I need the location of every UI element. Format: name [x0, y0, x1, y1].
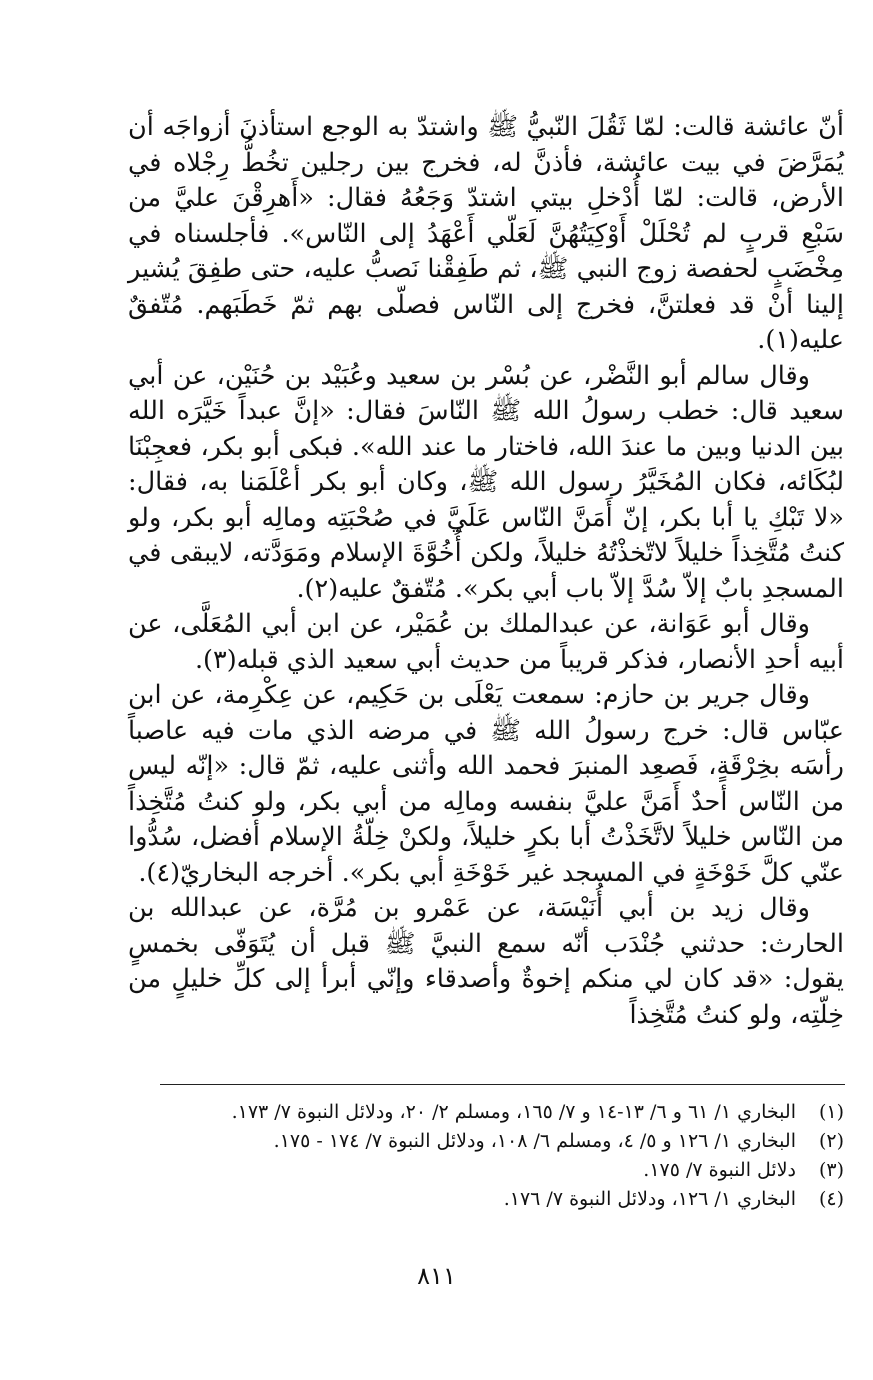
paragraph-4: وقال جرير بن حازم: سمعت يَعْلَى بن حَكِيم، عن عِكْرِمة، عن ابن عبّاس قال: خرج رسولُ الله ﷺ في مرضه الذي مات فيه عاصباً رأسَه بخِرْقَةٍ، فَصعِد المنبرَ فحمد الله وأثنى عليه، ثمّ قال: «إنّه ليس من النّاس أحدٌ أَمَنَّ عليَّ بنفسه ومالِه من أبي بكر، ولو كنتُ مُتَّخِذاً من النّاس خليلاً لاتَّخَذْتُ أبا بكرٍ خليلاً، ولكنْ خِلّةُ الإسلام أفضل، سُدُّوا عنّي كلَّ خَوْخَةٍ في المسجد غير خَوْخَةِ أبي بكر». أخرجه البخاريّ(٤). — [128, 680, 844, 888]
footnote-divider — [160, 1084, 845, 1085]
paragraph-2: وقال سالم أبو النَّضْر، عن بُسْر بن سعيد وعُبَيْد بن حُنَيْن، عن أبي سعيد قال: خطب رسولُ الله ﷺ النّاسَ فقال: «إنَّ عبداً خَيَّرَه الله بين الدنيا وبين ما عندَ الله، فاختار ما عند الله». فبكى أبو بكر، فعجِبْنَا لبُكَائه، فكان المُخَيَّرُ رسول الله ﷺ، وكان أبو بكر أعْلَمَنا به، فقال: «لا تَبْكِ يا أبا بكر، إنّ أَمَنَّ النّاس عَلَيَّ في صُحْبَتِه ومالِه أبو بكر، ولو كنتُ مُتَّخِذاً خليلاً لاتّخذْتُهُ خليلاً، ولكن أُخُوَّةَ الإسلام ومَوَدَّته، لايبقى في المسجدِ بابٌ إلاّ سُدَّ إلاّ باب أبي بكر». مُتّفقٌ عليه(٢). — [128, 360, 844, 604]
footnote-number: (٤) — [818, 1188, 844, 1210]
page-number: ٨١١ — [417, 1262, 456, 1290]
footnote-text: البخاري ١/ ٦١ و ٦/ ١٣-١٤ و ٧/ ١٦٥، ومسلم ٢/ ٢٠، ودلائل النبوة ٧/ ١٧٣. — [231, 1101, 796, 1123]
footnote-number: (١) — [818, 1101, 844, 1123]
footnote-1 — [128, 1098, 844, 1127]
footnote-4 — [128, 1185, 844, 1214]
footnote-number: (٢) — [818, 1130, 844, 1152]
footnote-text: البخاري ١/ ١٢٦ و ٥/ ٤، ومسلم ٦/ ١٠٨، ودلائل النبوة ٧/ ١٧٤ - ١٧٥. — [273, 1130, 796, 1152]
paragraph-5: وقال زيد بن أبي أُنَيْسَة، عن عَمْرو بن مُرَّة، عن عبدالله بن الحارث: حدثني جُنْدَب أنّه سمع النبيَّ ﷺ قبل أن يُتَوَفّى بخمسٍ يقول: «قد كان لي منكم إخوةٌ وأصدقاء وإنّي أبرأ إلى كلِّ خليلٍ من خِلّتِه، ولو كنتُ مُتَّخِذاً — [128, 893, 844, 1030]
footnote-3 — [128, 1156, 844, 1185]
footnote-number: (٣) — [818, 1159, 844, 1181]
main-text-block — [128, 110, 844, 1033]
paragraph-1: أنّ عائشة قالت: لمّا ثَقُلَ النّبيُّ ﷺ واشتدّ به الوجع استأذنَ أزواجَه أن يُمَرَّضَ في بيت عائشة، فأذنَّ له، فخرج بين رجلين تخُطُّ رِجْلاه في الأرض، قالت: لمّا أُدْخلِ بيتي اشتدّ وَجَعُهُ فقال: «أَهرِقْنَ عليَّ من سَبْعِ قربٍ لم تُحْلَلْ أَوْكِيَتُهُنَّ لَعَلّي أَعْهَدُ إلى النّاس». فأجلسناه في مِخْضَبٍ لحفصة زوج النبي ﷺ، ثم طَفِقْنا نَصبُّ عليه، حتى طفِقَ يُشير إلينا أنْ قد فعلتنَّ، فخرج إلى النّاس فصلّى بهم ثمّ خَطَبَهم. مُتّفقٌ عليه(١). — [128, 112, 844, 355]
footnote-2 — [128, 1127, 844, 1156]
footnotes-section — [128, 1098, 844, 1214]
paragraph-3: وقال أبو عَوَانة، عن عبدالملك بن عُمَيْر، عن ابن أبي المُعَلَّى، عن أبيه أحدِ الأنصار، فذكر قريباً من حديث أبي سعيد الذي قبله(٣). — [128, 609, 844, 675]
footnote-text: دلائل النبوة ٧/ ١٧٥. — [643, 1159, 796, 1181]
footnote-text: البخاري ١/ ١٢٦، ودلائل النبوة ٧/ ١٧٦. — [503, 1188, 796, 1210]
